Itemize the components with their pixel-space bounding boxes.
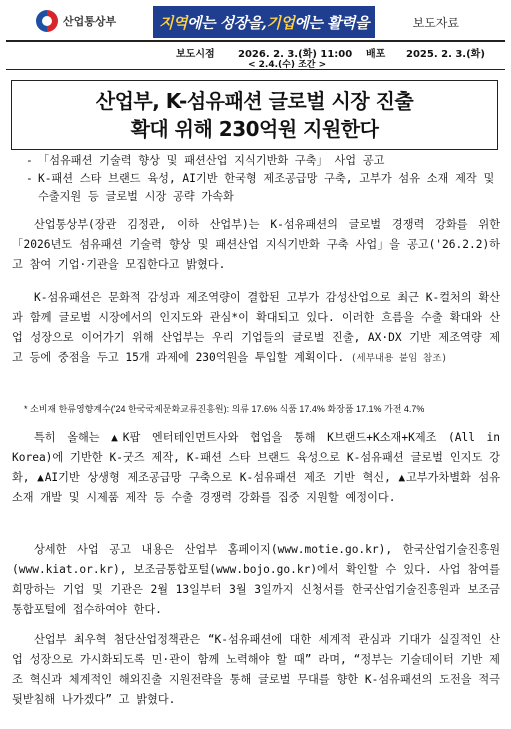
slogan-text-2: 에는 활력을 xyxy=(294,13,370,32)
ministry-name: 산업통상부 xyxy=(63,15,117,28)
document-type: 보도자료 xyxy=(412,16,459,30)
release-info-bar xyxy=(6,40,505,70)
headline-box xyxy=(11,80,498,150)
paragraph-4 xyxy=(12,540,500,620)
subheadline-list xyxy=(26,152,496,206)
slogan-banner xyxy=(153,6,375,38)
slogan-word-business: 기업 xyxy=(266,13,295,32)
release-time-label: 보도시점 xyxy=(176,49,215,60)
paragraph-3 xyxy=(12,428,500,508)
attachment-note: (세부내용 붙임 참조) xyxy=(350,353,448,364)
taegeuk-emblem-icon xyxy=(36,10,58,32)
bullet-dash: - xyxy=(26,154,33,167)
paragraph-body: K-섬유패션은 문화적 감성과 제조역량이 결합된 고부가 감성산업으로 최근 K-컬처의 확산과 함께 글로벌 시장에서의 인지도와 관심*이 확대되고 있다. 이러한 흐름을 수출 확대와 산업 성장으로 이어가기 위해 산업부는 우리 기업들의 글로벌 진출, AX·DX 기반 제조역량 제고 등에 중점을 두고 15개 과제에 230억원을 투입할 계획이다. xyxy=(12,291,500,364)
slogan-text-1: 에는 성장을, xyxy=(186,13,267,32)
release-time-value: 2026. 2. 3.(화) 11:00 xyxy=(238,49,353,60)
ministry-logo xyxy=(36,10,116,32)
slogan-word-region: 지역 xyxy=(158,13,187,32)
paragraph-text: 상세한 사업 공고 내용은 산업부 홈페이지(www.motie.go.kr), 한국산업기술진흥원(www.kiat.or.kr), 보조금통합포털(www.bojo.go.kr)에서 확인할 수 있다. 사업 참여를 희망하는 기업 및 기관은 2월 13일부터 3월 3일까지 신청서를 한국산업기술진흥원과 보조금통합포털에 접수하여야 한다. xyxy=(12,543,500,616)
distribution-value: 2025. 2. 3.(화) xyxy=(406,49,485,60)
header xyxy=(6,4,505,38)
paragraph-1 xyxy=(12,215,500,275)
paragraph-text: 특히 올해는 ▲K팝 엔터테인먼트사와 협업을 통해 K브랜드+K소재+K제조 (All in Korea)에 기반한 K-굿즈 제작, K-패션 스타 브랜드 육성으로 K-섬유패션 글로벌 인지도 강화, ▲AI기반 상생형 제조공급망 구축으로 K-섬유패션 제조 기반 혁신, ▲고부가차별화 섬유 소재 개발 및 시제품 제작 등 수출 경쟁력 강화를 집중 지원할 예정이다. xyxy=(12,431,500,504)
paragraph-2 xyxy=(12,288,500,369)
bullet-dash: - xyxy=(26,172,33,185)
footnote: * 소비재 한류영향계수('24 한국국제문화교류진흥원): 의류 17.6% 식품 17.4% 화장품 17.1% 가전 4.7% xyxy=(24,404,425,414)
subheadline-text: 「섬유패션 기술력 향상 및 패션산업 지식기반화 구축」 사업 공고 xyxy=(38,154,385,167)
subheadline-text: K-패션 스타 브랜드 육성, AI기반 한국형 제조공급망 구축, 고부가 섬유 소재 제작 및 수출지원 등 글로벌 시장 공략 가속화 xyxy=(38,172,495,203)
paragraph-5 xyxy=(12,630,500,710)
distribution-label: 배포 xyxy=(366,49,386,60)
paragraph-text xyxy=(12,288,500,369)
subheadline-item xyxy=(26,152,496,170)
headline-line-1: 산업부, K-섬유패션 글로벌 시장 진출 xyxy=(95,89,414,113)
headline-line-2: 확대 위해 230억원 지원한다 xyxy=(130,117,379,141)
release-time-sub: < 2.4.(수) 조간 > xyxy=(248,60,327,70)
subheadline-item xyxy=(26,170,496,206)
paragraph-text: 산업부 최우혁 첨단산업정책관은 “K-섬유패션에 대한 세계적 관심과 기대가 실질적인 산업 성장으로 가시화되도록 민·관이 함께 노력해야 할 때” 라며, “정부는 기술데이터 기반 제조 혁신과 체계적인 해외진출 지원전략을 통해 글로벌 무대를 향한 K-섬유패션의 도전을 적극 뒷받침해 나가겠다” 고 밝혔다. xyxy=(12,633,500,706)
paragraph-text: 산업통상부(장관 김정관, 이하 산업부)는 K-섬유패션의 글로벌 경쟁력 강화를 위한 「2026년도 섬유패션 기술력 향상 및 패션산업 지식기반화 구축 사업」을 공고('26.2.2)하고 참여 기업·기관을 모집한다고 밝혔다. xyxy=(12,218,500,271)
